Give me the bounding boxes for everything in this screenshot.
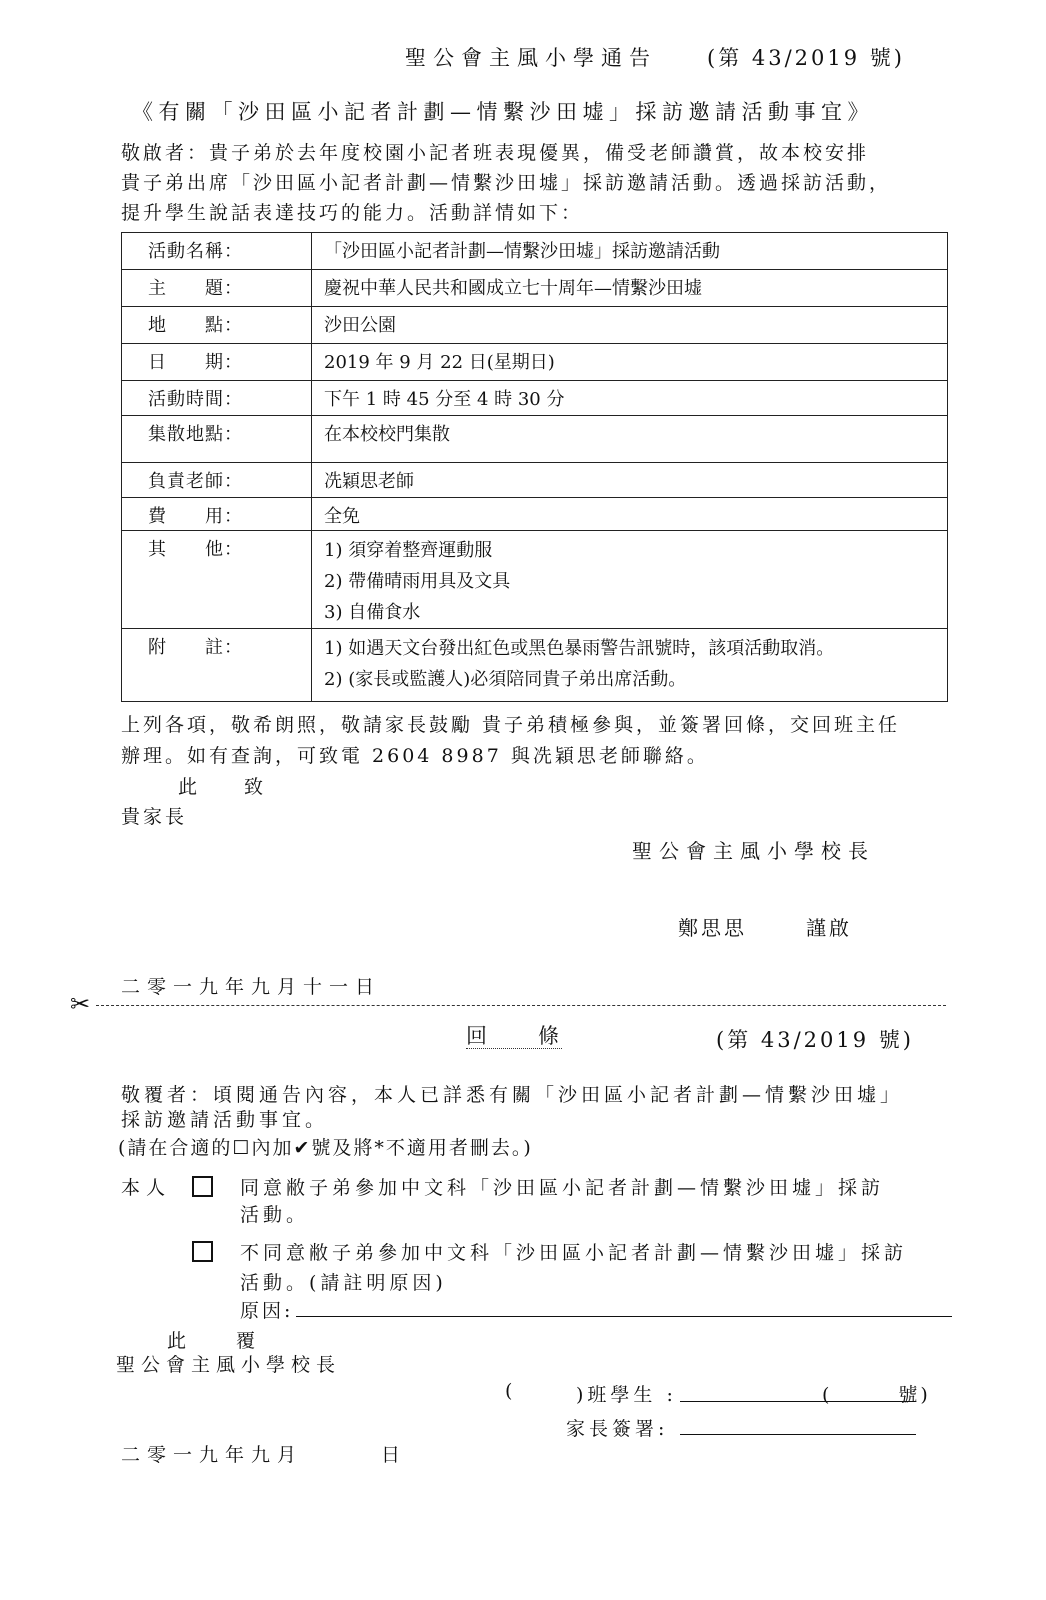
row-value: [312, 629, 948, 702]
closing-paragraph: [121, 710, 900, 772]
respectfully: 謹啟: [806, 916, 852, 940]
row-value: [312, 463, 948, 498]
row-value: [312, 416, 948, 463]
notice-school-header: 聖公會主風小學通告: [405, 46, 657, 70]
table-row: [122, 270, 948, 307]
row-value: [312, 531, 948, 629]
reply-instruction: (請在合適的☐內加✔號及將*不適用者刪去。): [118, 1137, 533, 1159]
option-agree-line: 活動。: [240, 1204, 310, 1226]
intro-line: 貴子弟出席「沙田區小記者計劃—情繫沙田墟」採訪邀請活動。透過採訪活動，: [121, 172, 892, 194]
option-disagree-line: 活動。(請註明原因): [240, 1272, 447, 1294]
reply-number: (第 43/2019 號): [716, 1028, 914, 1052]
table-row: [122, 416, 948, 463]
value-line: 2) (家長或監護人)必須陪同貴子弟出席活動。: [324, 669, 687, 690]
notice-intro: [121, 138, 891, 228]
row-label: 其 他：: [122, 531, 312, 629]
notice-subject: 《有關「沙田區小記者計劃—情繫沙田墟」採訪邀請活動事宜》: [132, 100, 874, 124]
value-line: 沙田公園: [324, 315, 396, 336]
value-line: 2) 帶備晴雨用具及文具: [324, 571, 511, 592]
value-line: 下午 1 時 45 分至 4 時 30 分: [324, 389, 565, 410]
closing-line: 上列各項，敬希朗照，敬請家長鼓勵 貴子弟積極參與，並簽署回條，交回班主任: [121, 714, 901, 736]
student-number-label: ( 號): [822, 1384, 931, 1406]
value-line: 全免: [324, 506, 360, 527]
disagree-checkbox[interactable]: [192, 1241, 213, 1262]
table-row: [122, 498, 948, 531]
value-line: 1) 如遇天文台發出紅色或黑色暴雨警告訊號時，該項活動取消。: [324, 638, 835, 659]
intro-line: 提升學生說話表達技巧的能力。活動詳情如下：: [121, 202, 584, 224]
option-agree-line: 同意敝子弟參加中文科「沙田區小記者計劃—情繫沙田墟」採訪: [240, 1177, 885, 1199]
value-line: 「沙田區小記者計劃—情繫沙田墟」採訪邀請活動: [324, 241, 720, 262]
salutation-parents: 貴家長: [121, 806, 188, 828]
row-value: [312, 344, 948, 381]
reply-date: 二零一九年九月 日: [121, 1444, 408, 1466]
reply-to-principal: 聖公會主風小學校長: [116, 1354, 342, 1376]
scissors-icon: ✂: [70, 990, 91, 1018]
value-line: 冼穎思老師: [324, 471, 414, 492]
value-line: 慶祝中華人民共和國成立七十周年—情繫沙田墟: [324, 278, 702, 299]
class-student-label: )班學生 :: [576, 1384, 677, 1406]
table-row: [122, 344, 948, 381]
row-label: 負責老師：: [122, 463, 312, 498]
intro-line: 敬啟者：貴子弟於去年度校園小記者班表現優異，備受老師讚賞，故本校安排: [121, 142, 870, 164]
row-label: 地 點：: [122, 307, 312, 344]
notice-date: 二零一九年九月十一日: [121, 976, 382, 998]
reply-sign-off: 此 覆: [167, 1330, 260, 1352]
reply-intro-line: 採訪邀請活動事宜。: [121, 1109, 329, 1131]
table-row: [122, 629, 948, 702]
row-label: 活動名稱：: [122, 233, 312, 270]
row-value: [312, 381, 948, 416]
row-value: [312, 233, 948, 270]
reply-title: 回 條: [466, 1024, 562, 1048]
value-line: 3) 自備食水: [324, 602, 421, 623]
parent-signature-label: 家長簽署:: [566, 1418, 669, 1440]
notice-number: (第 43/2019 號): [707, 46, 905, 70]
reason-field[interactable]: [296, 1316, 952, 1317]
value-line: 2019 年 9 月 22 日(星期日): [324, 352, 555, 373]
table-row: [122, 307, 948, 344]
parent-signature-field[interactable]: [680, 1434, 916, 1435]
table-row: [122, 233, 948, 270]
salutation-to: 此 致: [178, 776, 267, 798]
activity-details-table: [121, 232, 948, 702]
reply-intro-line: 敬覆者：頃閱通告內容，本人已詳悉有關「沙田區小記者計劃—情繫沙田墟」: [121, 1084, 904, 1106]
table-row: [122, 531, 948, 629]
table-row: [122, 463, 948, 498]
row-value: [312, 307, 948, 344]
option-disagree-line: 不同意敝子弟參加中文科「沙田區小記者計劃—情繫沙田墟」採訪: [240, 1242, 908, 1264]
row-label: 集散地點：: [122, 416, 312, 463]
row-value: [312, 498, 948, 531]
row-label: 日 期：: [122, 344, 312, 381]
principal-name: 鄭思思: [678, 916, 747, 940]
table-row: [122, 381, 948, 416]
row-label: 費 用：: [122, 498, 312, 531]
row-label: 附 註：: [122, 629, 312, 702]
cut-dashed-line: [96, 1005, 946, 1006]
value-line: 1) 須穿着整齊運動服: [324, 540, 493, 561]
principal-title: 聖公會主風小學校長: [632, 839, 875, 863]
closing-line: 辦理。如有查詢，可致電 2604 8987 與冼穎思老師聯絡。: [121, 745, 709, 767]
row-value: [312, 270, 948, 307]
row-label: 主 題：: [122, 270, 312, 307]
value-line: 在本校校門集散: [324, 424, 450, 445]
self-label: 本人: [121, 1177, 172, 1199]
reason-label: 原因:: [240, 1300, 294, 1322]
class-open-paren: (: [505, 1380, 513, 1402]
agree-checkbox[interactable]: [192, 1176, 213, 1197]
row-label: 活動時間：: [122, 381, 312, 416]
